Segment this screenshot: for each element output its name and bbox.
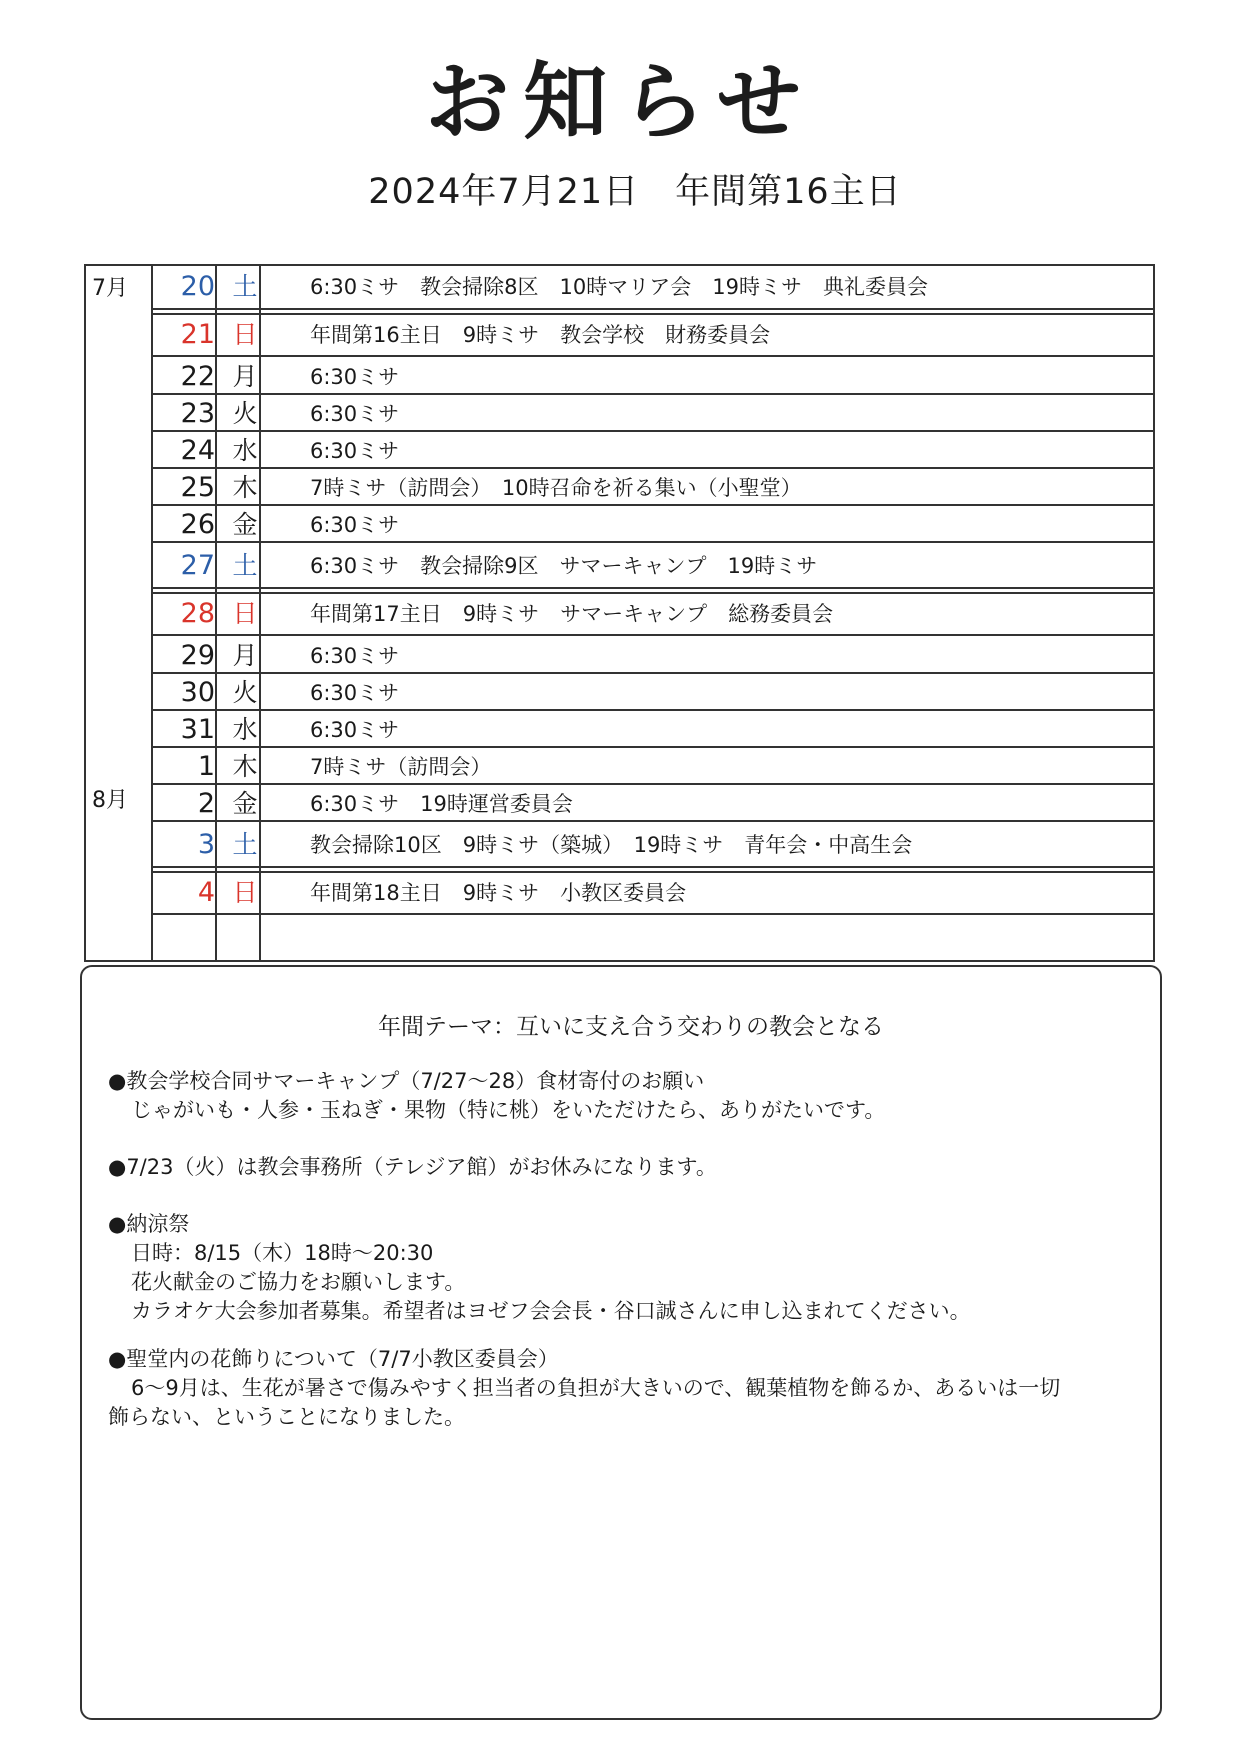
- schedule-row: [153, 676, 1153, 711]
- day-number: 26: [180, 508, 215, 540]
- day-of-week: 水: [232, 435, 258, 465]
- day-number: 28: [180, 598, 215, 629]
- day-events: 6:30ミサ: [310, 512, 400, 537]
- day-events: 7時ミサ（訪問会）: [310, 754, 492, 779]
- day-number: 2: [197, 787, 215, 819]
- day-number: 22: [180, 360, 215, 392]
- notice-item-flower-decoration: [108, 1345, 1140, 1432]
- day-of-week: 木: [232, 751, 258, 781]
- schedule-row: [153, 750, 1153, 785]
- day-of-week: 水: [232, 714, 258, 744]
- day-number: 31: [180, 713, 215, 745]
- day-of-week: 火: [232, 398, 258, 428]
- day-events: 6:30ミサ: [310, 438, 400, 463]
- day-of-week: 土: [232, 272, 258, 301]
- day-number: 30: [180, 676, 215, 708]
- page-title: お知らせ: [425, 53, 815, 151]
- day-events: 6:30ミサ 教会掃除8区 10時マリア会 19時ミサ 典礼委員会: [310, 275, 928, 299]
- day-events: 教会掃除10区 9時ミサ（築城） 19時ミサ 青年会・中高生会: [310, 833, 913, 857]
- day-of-week: 日: [232, 320, 258, 349]
- month-label-july: 7月: [92, 276, 128, 301]
- notice-line: 飾らない、ということになりました。: [108, 1405, 465, 1429]
- notice-line: 日時：8/15（木）18時〜20:30: [131, 1241, 434, 1265]
- day-events: 年間第18主日 9時ミサ 小教区委員会: [310, 881, 687, 905]
- schedule-row: [153, 545, 1153, 589]
- notice-heading: ●納涼祭: [108, 1212, 190, 1236]
- schedule-row: [153, 266, 1153, 310]
- schedule-row: [153, 360, 1153, 395]
- notice-heading: ●教会学校合同サマーキャンプ（7/27〜28）食材寄付のお願い: [108, 1069, 705, 1093]
- schedule-row: [153, 713, 1153, 748]
- day-events: 6:30ミサ: [310, 364, 400, 389]
- notice-item-summer-camp: [108, 1067, 1140, 1125]
- day-of-week: 土: [232, 551, 258, 580]
- notice-item-festival: [108, 1210, 1140, 1326]
- schedule-row: [153, 639, 1153, 674]
- notice-line: 6〜9月は、生花が暑さで傷みやすく担当者の負担が大きいので、観葉植物を飾るか、あるいは一切: [131, 1376, 1061, 1400]
- day-of-week: 月: [232, 361, 258, 391]
- schedule-row: [153, 592, 1153, 636]
- day-of-week: 金: [232, 788, 258, 818]
- notice-item-office-closed: [108, 1153, 1140, 1182]
- notice-line: カラオケ大会参加者募集。希望者はヨゼフ会会長・谷口誠さんに申し込まれてください。: [131, 1299, 971, 1323]
- day-column-divider: [215, 266, 217, 960]
- day-of-week: 土: [232, 830, 258, 859]
- day-of-week: 火: [232, 677, 258, 707]
- day-number: 3: [197, 829, 215, 860]
- day-events: 6:30ミサ: [310, 401, 400, 426]
- day-number: 27: [180, 550, 215, 581]
- day-of-week: 金: [232, 509, 258, 539]
- schedule-row: [153, 313, 1153, 357]
- day-of-week: 月: [232, 640, 258, 670]
- day-number: 24: [180, 434, 215, 466]
- schedule-row: [153, 787, 1153, 822]
- schedule-row: [153, 471, 1153, 506]
- day-events: 6:30ミサ 教会掃除9区 サマーキャンプ 19時ミサ: [310, 554, 818, 578]
- day-of-week: 日: [232, 599, 258, 628]
- month-label-august: 8月: [92, 788, 128, 813]
- day-number: 4: [197, 877, 215, 908]
- day-number: 21: [180, 319, 215, 350]
- day-number: 20: [180, 271, 215, 302]
- notice-heading: ●7/23（火）は教会事務所（テレジア館）がお休みになります。: [108, 1155, 717, 1179]
- day-events: 6:30ミサ 19時運営委員会: [310, 791, 573, 816]
- day-events: 年間第17主日 9時ミサ サマーキャンプ 総務委員会: [310, 602, 834, 626]
- day-events: 6:30ミサ: [310, 680, 400, 705]
- schedule-row: [153, 397, 1153, 432]
- schedule-table: [84, 264, 1155, 962]
- annual-theme: 年間テーマ：互いに支え合う交わりの教会となる: [378, 1014, 884, 1040]
- day-events: 6:30ミサ: [310, 717, 400, 742]
- day-number: 25: [180, 471, 215, 503]
- schedule-row: [153, 434, 1153, 469]
- day-number: 1: [197, 750, 215, 782]
- page-date-subtitle: 2024年7月21日 年間第16主日: [368, 172, 902, 212]
- day-of-week: 日: [232, 878, 258, 907]
- day-number: 23: [180, 397, 215, 429]
- day-number: 29: [180, 639, 215, 671]
- weekday-column-divider: [259, 266, 261, 960]
- day-events: 年間第16主日 9時ミサ 教会学校 財務委員会: [310, 323, 771, 347]
- notice-line: じゃがいも・人参・玉ねぎ・果物（特に桃）をいただけたら、ありがたいです。: [131, 1098, 886, 1122]
- notice-line: 花火献金のご協力をお願いします。: [131, 1270, 466, 1294]
- schedule-row: [153, 824, 1153, 868]
- notice-box: [80, 965, 1162, 1720]
- day-of-week: 木: [232, 472, 258, 502]
- schedule-row: [153, 871, 1153, 915]
- schedule-row: [153, 508, 1153, 543]
- day-events: 7時ミサ（訪問会） 10時召命を祈る集い（小聖堂）: [310, 475, 802, 500]
- notice-heading: ●聖堂内の花飾りについて（7/7小教区委員会）: [108, 1347, 559, 1371]
- day-events: 6:30ミサ: [310, 643, 400, 668]
